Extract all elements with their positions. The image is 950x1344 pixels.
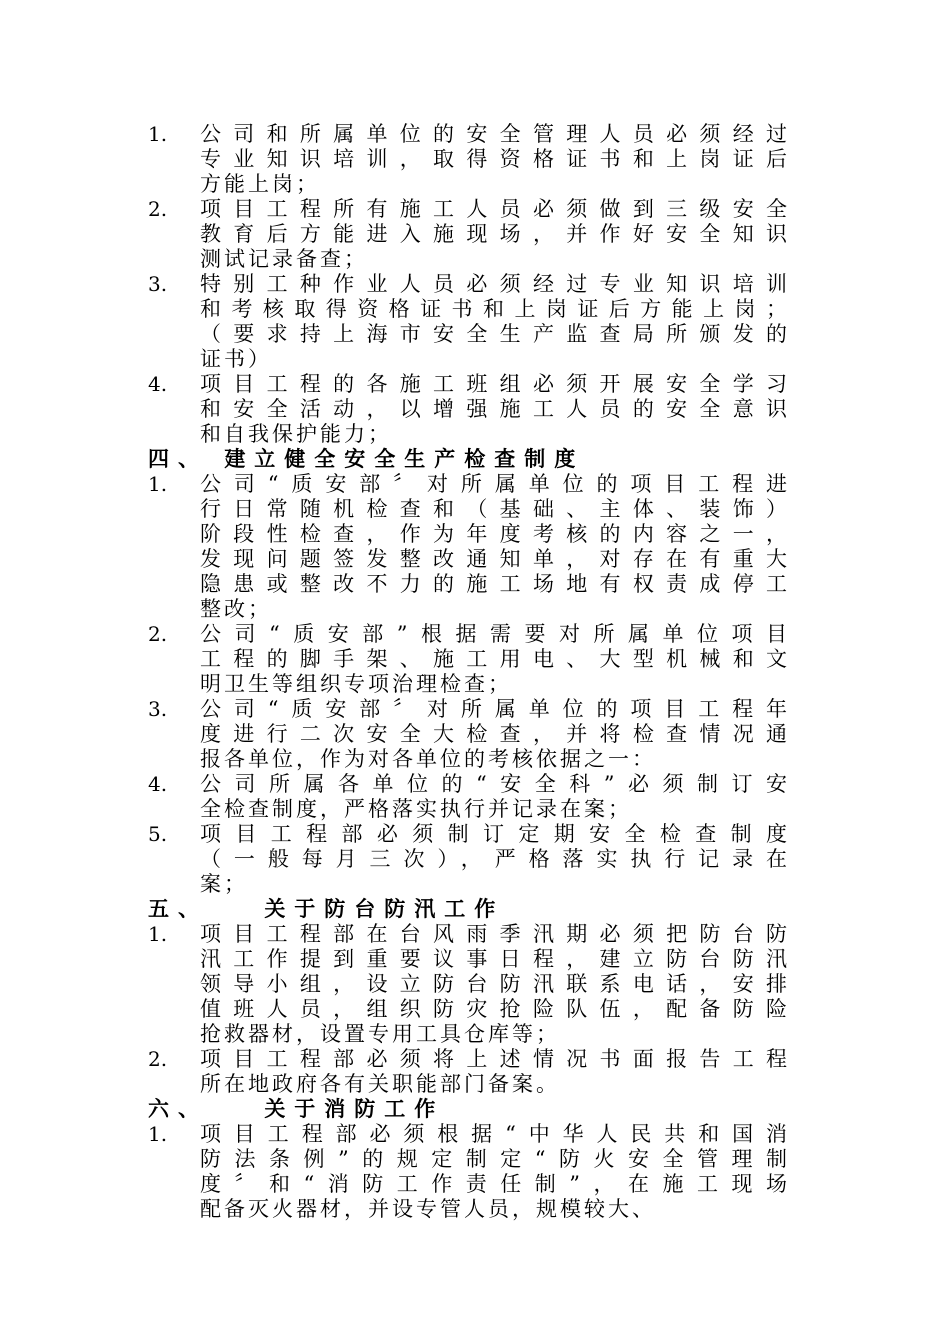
text-line: 公司所属各单位的“安全科”必须制订安: [200, 772, 790, 796]
section-4-number: 四、: [148, 447, 208, 471]
section-5-number: 五、: [148, 897, 208, 921]
text-line: 测试记录备查；: [200, 247, 368, 271]
list-item-number: 1.: [148, 472, 168, 496]
section-6-title: 关于消防工作: [264, 1097, 445, 1121]
text-line: 全检查制度，严格落实执行并记录在案；: [200, 797, 632, 821]
section-5-list: [148, 922, 818, 1097]
list-item: [148, 197, 818, 272]
list-item-text: [200, 1122, 790, 1222]
list-item-text: [200, 922, 790, 1047]
list-item-text: [200, 622, 790, 697]
text-line: （要求持上海市安全生产监查局所颁发的: [200, 322, 790, 346]
text-line: 汛工作提到重要议事日程，建立防台防汛: [200, 947, 790, 971]
list-item-number: 1.: [148, 1122, 168, 1146]
list-item: [148, 822, 818, 897]
list-item-number: 2.: [148, 197, 168, 221]
section-3-list: [148, 122, 818, 447]
text-line: 阶段性检查，作为年度考核的内容之一，: [200, 522, 790, 546]
list-item-text: [200, 197, 790, 272]
text-line: 领导小组，设立防台防汛联系电话，安排: [200, 972, 790, 996]
text-line: 和考核取得资格证书和上岗证后方能上岗；: [200, 297, 790, 321]
text-line: 项目工程部必须根据“中华人民共和国消: [200, 1122, 790, 1146]
list-item-text: [200, 772, 790, 822]
text-line: 隐患或整改不力的施工场地有权责成停工: [200, 572, 790, 596]
text-line: 教育后方能进入施现场，并作好安全知识: [200, 222, 790, 246]
text-line: 方能上岗；: [200, 172, 320, 196]
list-item: [148, 472, 818, 622]
text-line: 证书）: [200, 347, 272, 371]
list-item-number: 5.: [148, 822, 168, 846]
section-6-heading: [148, 1097, 818, 1122]
text-line: 公司和所属单位的安全管理人员必须经过: [200, 122, 790, 146]
section-4-title: 建立健全安全生产检查制度: [224, 447, 585, 471]
list-item: [148, 1047, 818, 1097]
list-item-text: [200, 1047, 790, 1097]
list-item-number: 4.: [148, 372, 168, 396]
section-4-heading: [148, 447, 818, 472]
text-line: 案；: [200, 872, 248, 896]
list-item-text: [200, 472, 790, 622]
text-line: 和自我保护能力；: [200, 422, 392, 446]
list-item-text: [200, 272, 790, 372]
list-item: [148, 272, 818, 372]
section-6-list: [148, 1122, 818, 1222]
text-line: 专业知识培训，取得资格证书和上岗证后: [200, 147, 790, 171]
list-item-number: 1.: [148, 122, 168, 146]
text-line: 和安全活动，以增强施工人员的安全意识: [200, 397, 790, 421]
list-item: [148, 697, 818, 772]
list-item-number: 2.: [148, 622, 168, 646]
list-item: [148, 122, 818, 197]
list-item-number: 3.: [148, 272, 168, 296]
list-item-number: 2.: [148, 1047, 168, 1071]
text-line: 抢救器材，设置专用工具仓库等；: [200, 1022, 560, 1046]
text-line: 值班人员，组织防灾抢险队伍，配备防险: [200, 997, 790, 1021]
list-item: [148, 622, 818, 697]
list-item-number: 3.: [148, 697, 168, 721]
text-line: 项目工程部必须将上述情况书面报告工程: [200, 1047, 790, 1071]
section-6-number: 六、: [148, 1097, 208, 1121]
list-item: [148, 372, 818, 447]
text-line: 项目工程部在台风雨季汛期必须把防台防: [200, 922, 790, 946]
text-line: 特别工种作业人员必须经过专业知识培训: [200, 272, 790, 296]
text-line: 项目工程部必须制订定期安全检查制度: [200, 822, 790, 846]
list-item-number: 4.: [148, 772, 168, 796]
text-line: 配备灭火器材，并设专管人员，规模较大、: [200, 1197, 656, 1221]
list-item-text: [200, 372, 790, 447]
text-line: 整改；: [200, 597, 272, 621]
text-line: 度〞和“消防工作责任制”，在施工现场: [200, 1172, 790, 1196]
text-line: 工程的脚手架、施工用电、大型机械和文: [200, 647, 790, 671]
section-5-title: 关于防台防汛工作: [264, 897, 505, 921]
text-line: 防法条例”的规定制定“防火安全管理制: [200, 1147, 790, 1171]
text-line: 行日常随机检查和（基础、主体、装饰）: [200, 497, 790, 521]
text-line: 报各单位，作为对各单位的考核依据之一：: [200, 747, 656, 771]
list-item-text: [200, 822, 790, 897]
text-line: 公司“质安部”根据需要对所属单位项目: [200, 622, 790, 646]
list-item: [148, 922, 818, 1047]
list-item-number: 1.: [148, 922, 168, 946]
text-line: （一般每月三次），严格落实执行记录在: [200, 847, 790, 871]
list-item: [148, 772, 818, 822]
text-line: 项目工程所有施工人员必须做到三级安全: [200, 197, 790, 221]
text-line: 明卫生等组织专项治理检查；: [200, 672, 512, 696]
text-line: 公司“质安部〞对所属单位的项目工程进: [200, 472, 790, 496]
text-line: 度进行二次安全大检查，并将检查情况通: [200, 722, 790, 746]
list-item-text: [200, 697, 790, 772]
list-item-text: [200, 122, 790, 197]
document-body: [148, 122, 818, 1222]
section-5-heading: [148, 897, 818, 922]
list-item: [148, 1122, 818, 1222]
text-line: 所在地政府各有关职能部门备案。: [200, 1072, 560, 1096]
text-line: 发现问题签发整改通知单，对存在有重大: [200, 547, 790, 571]
text-line: 项目工程的各施工班组必须开展安全学习: [200, 372, 790, 396]
section-4-list: [148, 472, 818, 897]
text-line: 公司“质安部〞对所属单位的项目工程年: [200, 697, 790, 721]
